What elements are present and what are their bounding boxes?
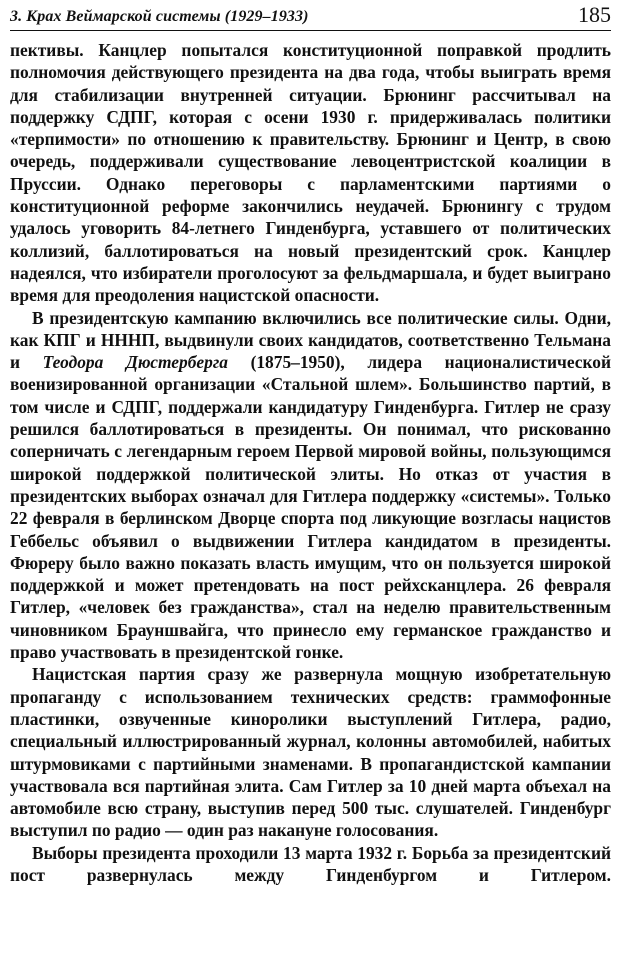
page-number: 185 — [578, 2, 611, 27]
text-run: Выборы президента проходили 13 марта 1932 г. Борьба за президентский пост развернулась между Гинденбургом и Гитлером. — [10, 842, 611, 885]
running-head — [10, 0, 611, 31]
paragraph — [10, 663, 611, 841]
text-run: В президентскую кампанию включились все политические силы. Одни, как КПГ и НННП, выдвинули своих кандидатов, соответственно Тельмана и — [10, 307, 611, 373]
italic-name: Теодора Дюстерберга — [42, 352, 228, 373]
text-run: Нацистская партия сразу же развернула мощную изобретательную пропаганду с использованием технических средств: граммофонные пластинки, озвученные киноролики выступлений Гитлера, радио, специальный иллюстрированный журнал, колонны автомобилей, набитых штурмовиками с партийными знаменами. В пропагандистской кампании участвовала вся партийная элита. Сам Гитлер за 10 дней марта объехал на автомобиле всю страну, выступив перед 500 тыс. слушателей. Гинденбург выступил по радио — один раз накануне голосования. — [10, 664, 611, 841]
paragraph — [10, 307, 611, 664]
text-run: (1875–1950), лидера националистической военизированной организации «Стальной шлем». Большинство партий, в том числе и СДПГ, поддержали кандидатуру Гинденбурга. Гитлер не сразу решился баллотироваться в президенты. Он понимал, что рискованно соперничать с легендарным героем Первой мировой войны, пользующимся широкой поддержкой политической элиты. Но отказ от участия в президентских выборах означал для Гитлера поддержку «системы». Только 22 февраля в берлинском Дворце спорта под ликующие возгласы нацистов Геббельс объявил о выдвижении Гитлера кандидатом в президенты. Фюреру было важно показать власть имущим, что он пользуется широкой поддержкой и может претендовать на пост рейхсканцлера. 26 февраля Гитлер, «человек без гражданства», стал на неделю правительственным чиновником Брауншвайга, что принесло ему германское гражданство и право участвовать в президентской гонке. — [10, 352, 612, 663]
text-run: пективы. Канцлер попытался конституционной поправкой продлить полномочия действующего президента на два года, чтобы выиграть время для стабилизации внутренней ситуации. Брюнинг рассчитывал на поддержку СДПГ, которая с осени 1930 г. придерживалась политики «терпимости» по отношению к правительству. Брюнинг и Центр, в свою очередь, поддерживали существование левоцентристской коалиции в Пруссии. Однако переговоры с парламентскими партиями о конституционной реформе закончились неудачей. Брюнингу с трудом удалось уговорить 84-летнего Гинденбурга, уставшего от политических коллизий, баллотироваться на новый президентский срок. Канцлер надеялся, что избиратели проголосуют за фельдмаршала, и будет выиграно время для преодоления нацистской опасности. — [10, 40, 611, 306]
chapter-title: 3. Крах Веймарской системы (1929–1933) — [10, 8, 309, 25]
paragraph — [10, 39, 611, 307]
paragraph — [10, 842, 611, 887]
body-text — [10, 39, 611, 886]
